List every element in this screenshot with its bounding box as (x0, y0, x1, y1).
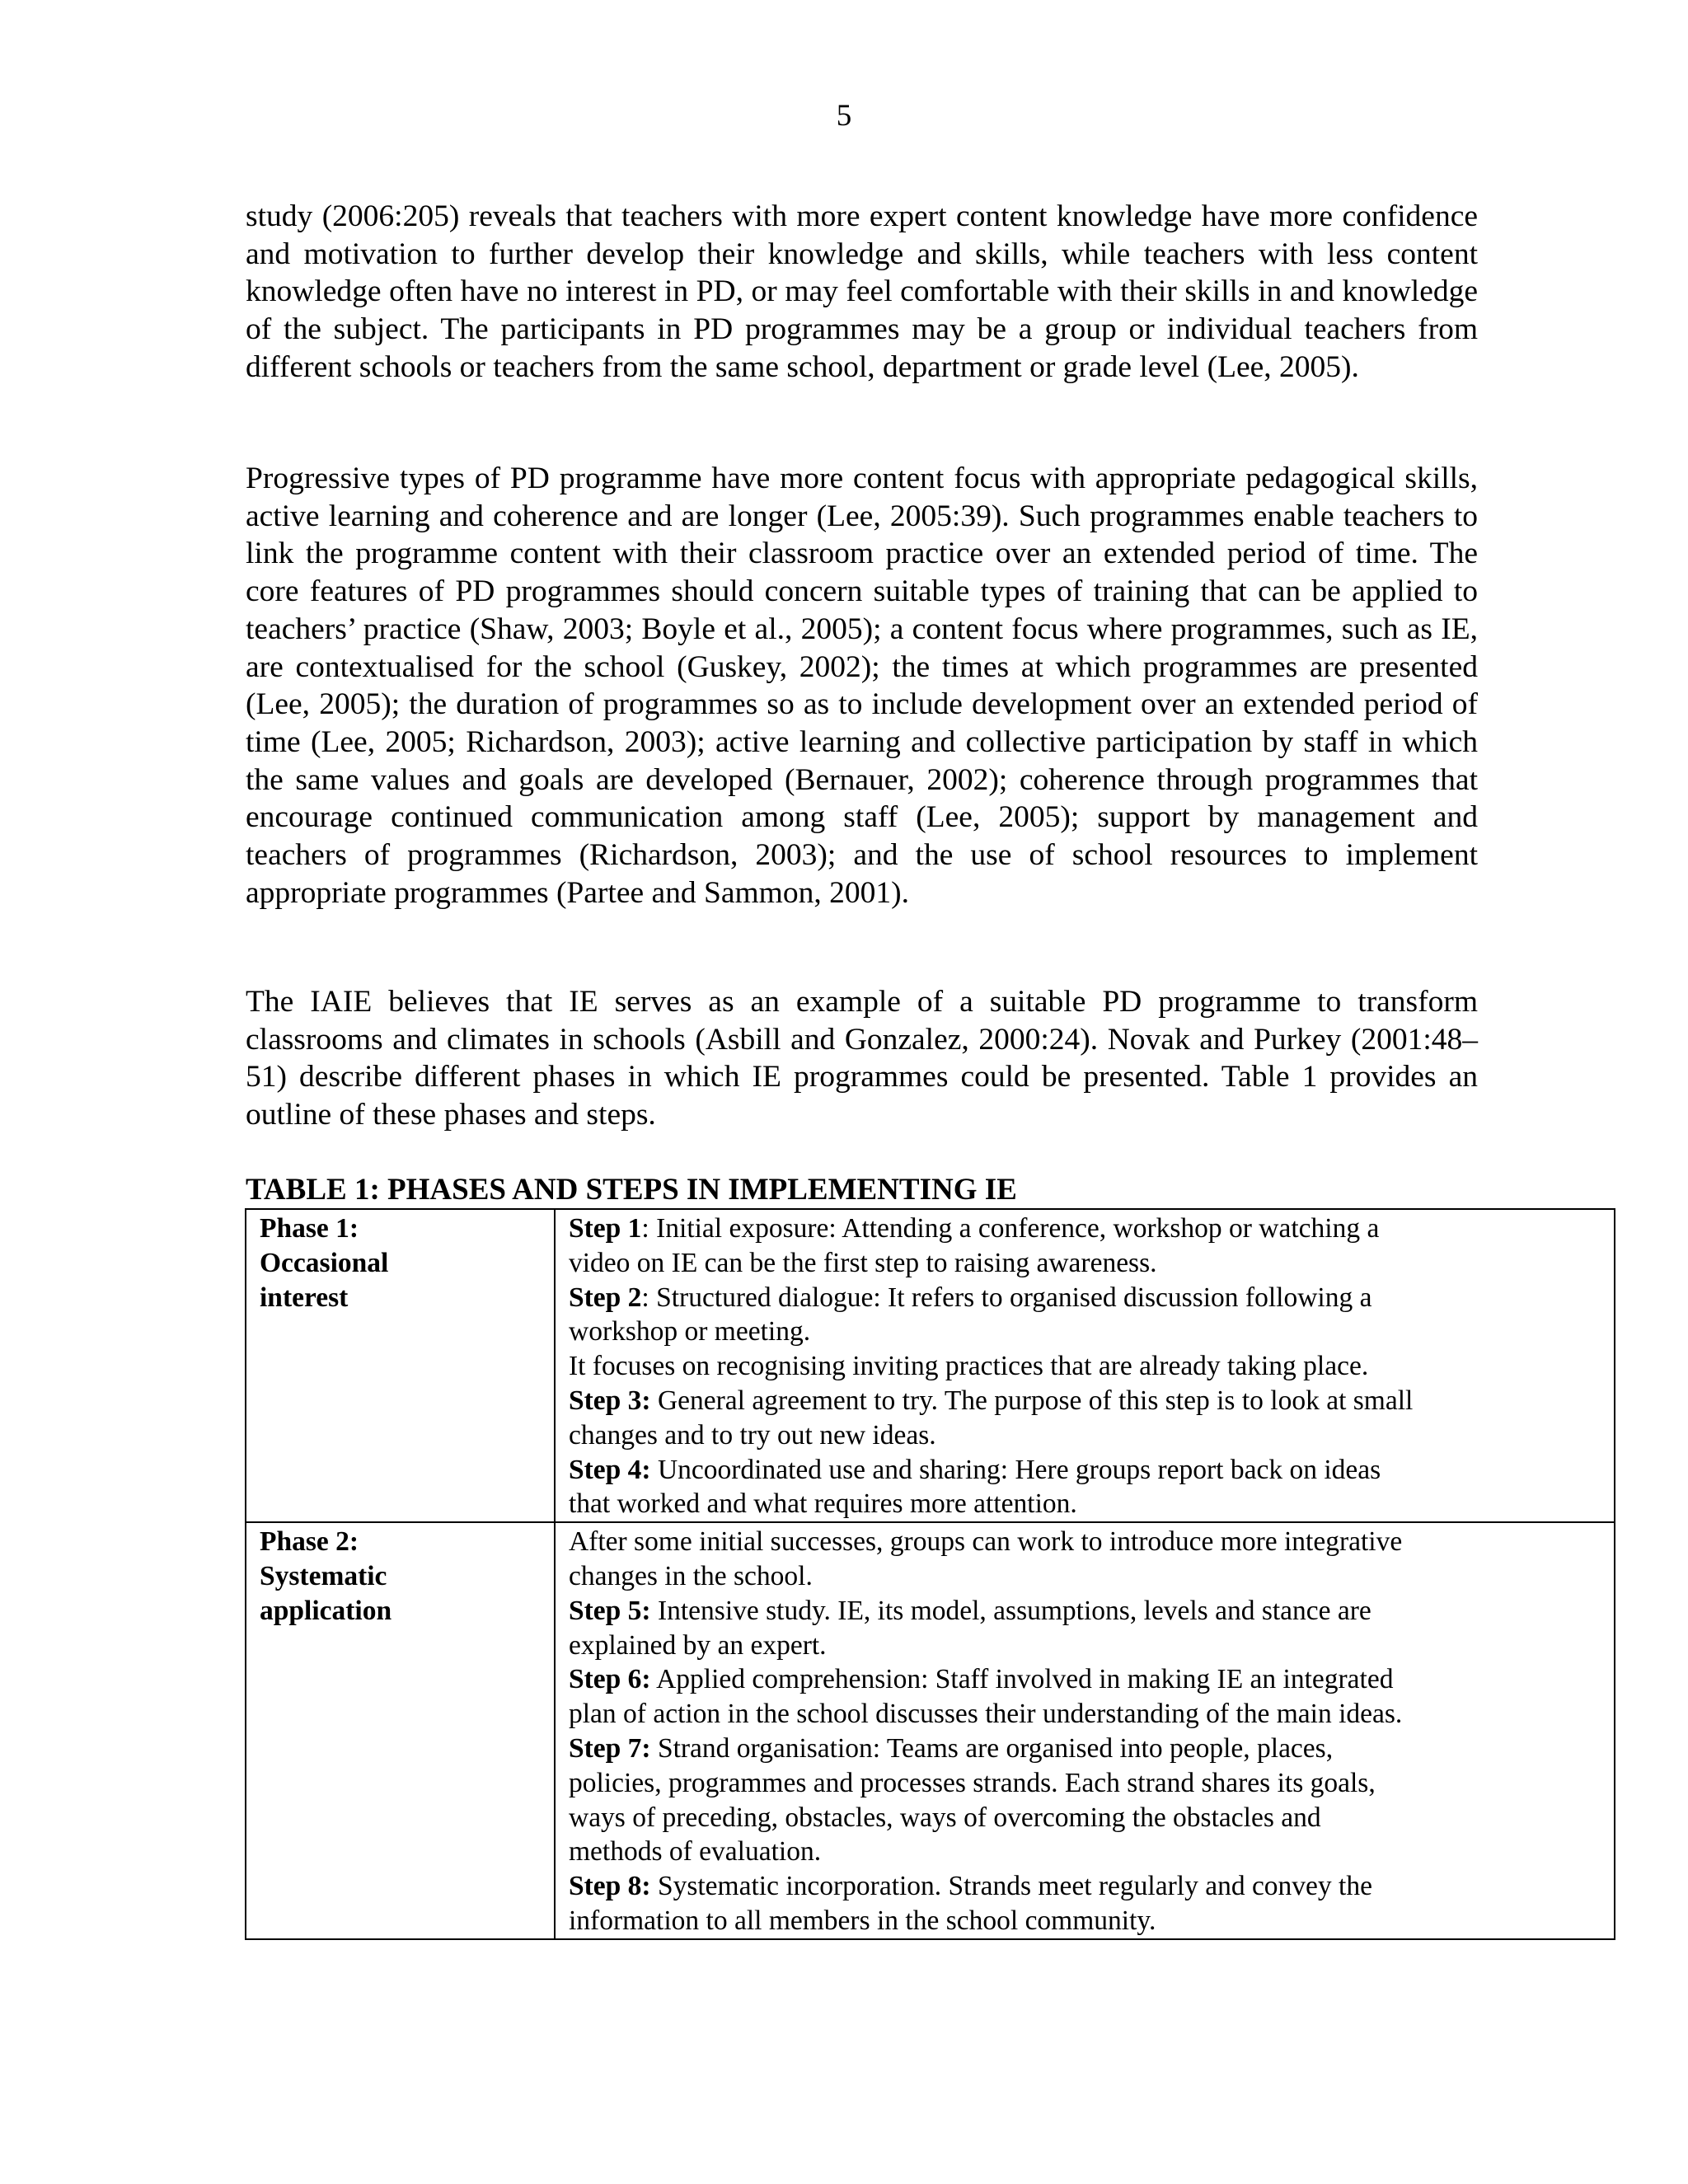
step-text: changes in the school. (569, 1560, 813, 1591)
step-label: Step 3: (569, 1385, 651, 1416)
step-text: Intensive study. IE, its model, assumptions, levels and stance are (650, 1595, 1372, 1626)
step-text: policies, programmes and processes strands. Each strand shares its goals, (569, 1767, 1376, 1798)
step-label: Step 7: (569, 1732, 651, 1764)
step-line (569, 1453, 1601, 1488)
table-row (246, 1522, 1615, 1939)
step-line (569, 1629, 1601, 1663)
step-line (569, 1349, 1601, 1384)
step-label: Step 5: (569, 1595, 651, 1626)
step-line (569, 1525, 1601, 1559)
step-text: Strand organisation: Teams are organised into people, places, (650, 1732, 1334, 1764)
step-line (569, 1697, 1601, 1732)
step-text: Systematic incorporation. Strands meet regularly and convey the (650, 1871, 1372, 1902)
step-line (569, 1559, 1601, 1594)
steps-cell (555, 1209, 1615, 1522)
step-line (569, 1212, 1601, 1246)
phases-table (245, 1208, 1615, 1940)
step-label: Step 1 (569, 1213, 642, 1244)
step-text: It focuses on recognising inviting practices that are already taking place. (569, 1351, 1369, 1382)
step-line (569, 1662, 1601, 1697)
phase-label-line: interest (260, 1282, 349, 1313)
step-text: After some initial successes, groups can work to introduce more integrative (569, 1526, 1403, 1558)
step-label: Step 6: (569, 1664, 651, 1695)
step-line (569, 1904, 1601, 1938)
step-line (569, 1384, 1601, 1418)
phase-cell (246, 1522, 555, 1939)
step-text: : Structured dialogue: It refers to organised discussion following a (641, 1282, 1372, 1313)
step-label: Step 4: (569, 1454, 651, 1485)
phase-label-line: Phase 1: (260, 1213, 359, 1244)
step-text: Applied comprehension: Staff involved in making IE an integrated (650, 1664, 1394, 1695)
step-text: information to all members in the school community. (569, 1905, 1156, 1936)
steps-cell (555, 1522, 1615, 1939)
step-text: Uncoordinated use and sharing: Here groups report back on ideas (650, 1454, 1381, 1485)
page-number: 5 (836, 99, 852, 133)
step-line (569, 1766, 1601, 1801)
phase-label-line: Systematic (260, 1560, 387, 1591)
step-line (569, 1281, 1601, 1315)
step-text: methods of evaluation. (569, 1836, 822, 1868)
table-row (246, 1209, 1615, 1522)
paragraph-1: study (2006:205) reveals that teachers with more expert content knowledge have more confidence and motivation to further develop their knowledge and skills, while teachers with less content knowledge often have no interest in PD, or may feel comfortable with their skills in and knowledge of the subject. The participants in PD programmes may be a group or individual teachers from different schools or teachers from the same school, department or grade level (Lee, 2005). (246, 199, 1478, 384)
phase-cell (246, 1209, 555, 1522)
step-line (569, 1594, 1601, 1629)
step-line (569, 1801, 1601, 1835)
step-text: General agreement to try. The purpose of this step is to look at small (650, 1385, 1414, 1416)
step-text: ways of preceding, obstacles, ways of overcoming the obstacles and (569, 1802, 1321, 1833)
step-text: video on IE can be the first step to raising awareness. (569, 1247, 1157, 1278)
step-line (569, 1835, 1601, 1869)
step-text: plan of action in the school discusses their understanding of the main ideas. (569, 1699, 1403, 1730)
step-line (569, 1246, 1601, 1281)
step-text: changes and to try out new ideas. (569, 1419, 936, 1451)
step-line (569, 1315, 1601, 1349)
step-text: that worked and what requires more attention. (569, 1488, 1077, 1520)
phase-label-line: application (260, 1595, 392, 1626)
phase-label-line: Phase 2: (260, 1526, 359, 1558)
step-text: explained by an expert. (569, 1629, 827, 1661)
step-text: : Initial exposure: Attending a conference, workshop or watching a (641, 1213, 1380, 1244)
paragraph-2: Progressive types of PD programme have more content focus with appropriate pedagogical skills, active learning and coherence and are longer (Lee, 2005:39). Such programmes enable teachers to link the programme content with their classroom practice over an extended period of time. The core features of PD programmes should concern suitable types of training that can be applied to teachers’ practice (Shaw, 2003; Boyle et al., 2005); a content focus where programmes, such as IE, are contextualised for the school (Guskey, 2002); the times at which programmes are presented (Lee, 2005); the duration of programmes so as to include development over an extended period of time (Lee, 2005; Richardson, 2003); active learning and collective participation by staff in which the same values and goals are developed (Bernauer, 2002); coherence through programmes that encourage continued communication among staff (Lee, 2005); support by management and teachers of programmes (Richardson, 2003); and the use of school resources to implement appropriate programmes (Partee and Sammon, 2001). (246, 462, 1478, 910)
step-label: Step 8: (569, 1871, 651, 1902)
step-text: workshop or meeting. (569, 1316, 811, 1347)
paragraph-3: The IAIE believes that IE serves as an example of a suitable PD programme to transform classrooms and climates in schools (Asbill and Gonzalez, 2000:24). Novak and Purkey (2001:48–51) describe different phases in which IE programmes could be presented. Table 1 provides an outline of these phases and steps. (246, 985, 1478, 1132)
phase-label-line: Occasional (260, 1247, 389, 1278)
step-label: Step 2 (569, 1282, 642, 1313)
step-line (569, 1869, 1601, 1904)
step-line (569, 1732, 1601, 1766)
table-title: TABLE 1: PHASES AND STEPS IN IMPLEMENTING IE (246, 1173, 1017, 1207)
step-line (569, 1487, 1601, 1521)
step-line (569, 1418, 1601, 1453)
